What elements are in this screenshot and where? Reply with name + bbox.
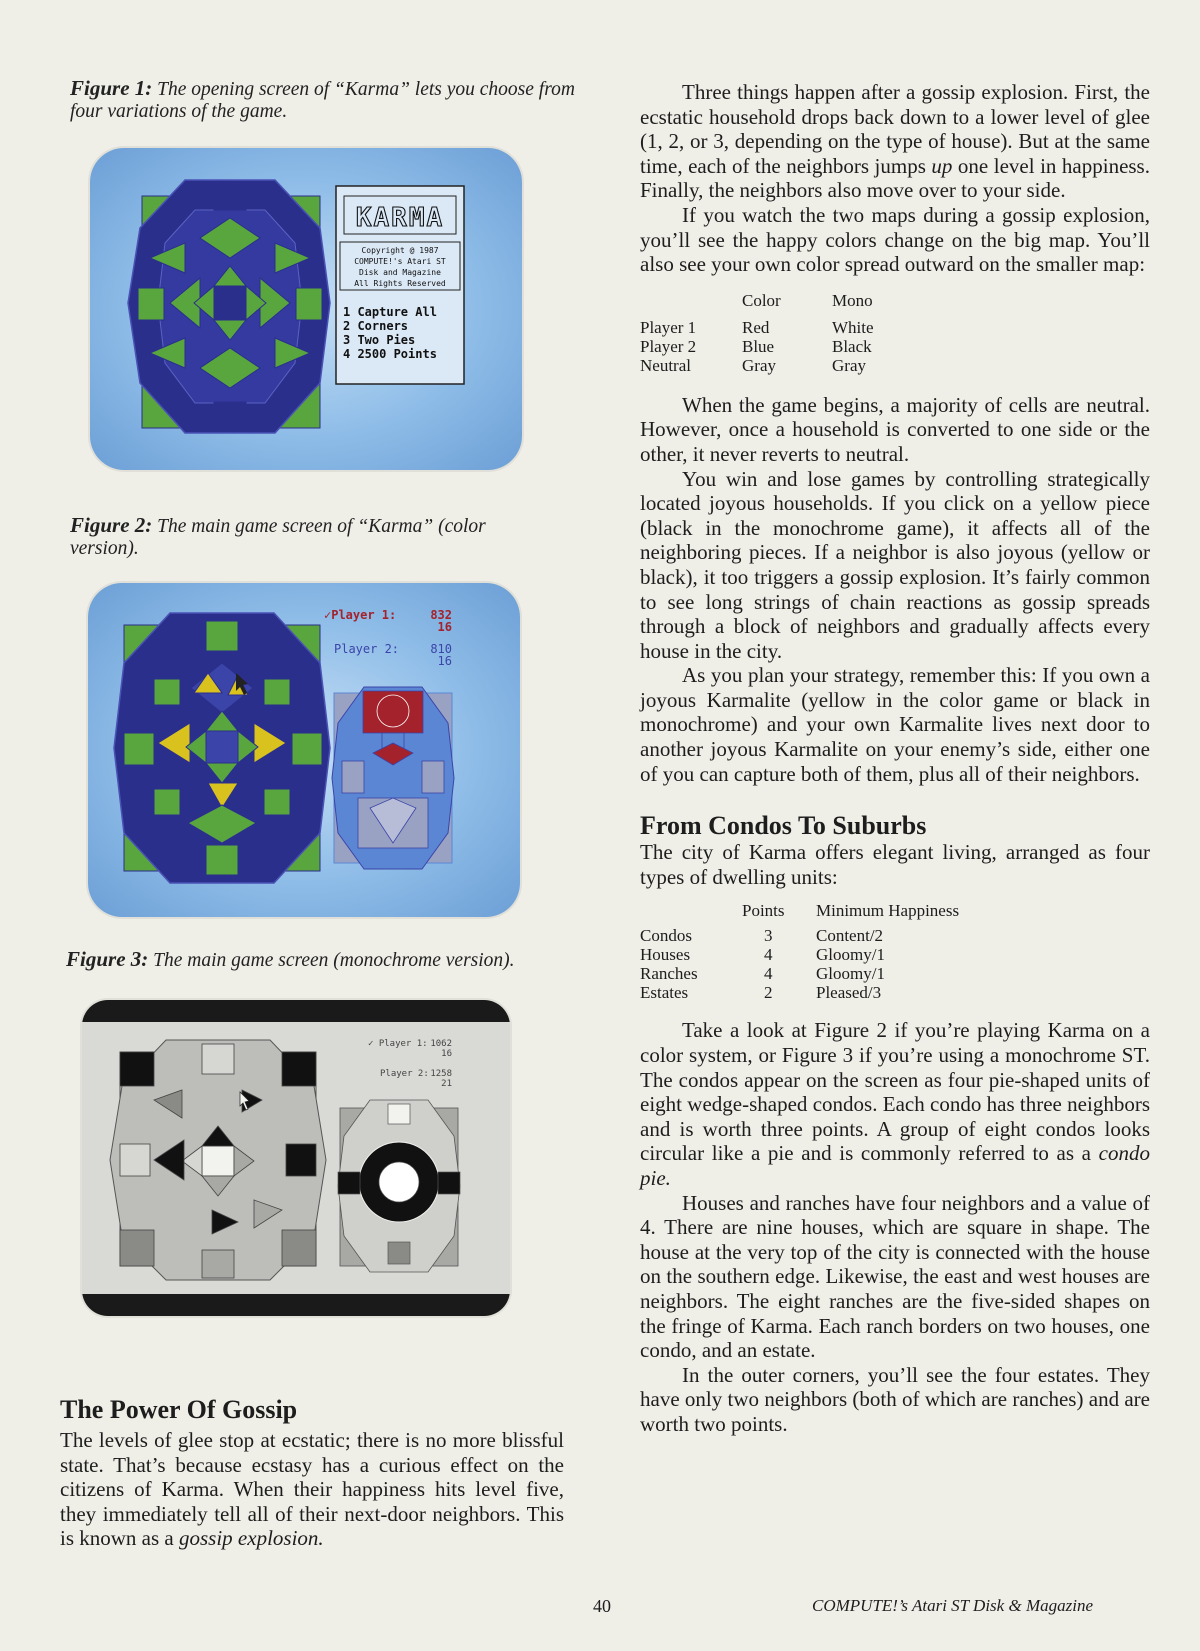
figure-1-text: The opening screen of “Karma” lets you choose from four variations of the game.	[70, 79, 575, 122]
right-paragraph-1	[640, 80, 1150, 203]
figure-3-label: Figure 3:	[66, 947, 149, 971]
figure-2-label: Figure 2:	[70, 513, 153, 537]
page-number: 40	[593, 1596, 611, 1616]
right-paragraph-7	[640, 1018, 1150, 1190]
table-header-cell: Points	[742, 901, 785, 921]
figure-1-label: Figure 1:	[70, 76, 153, 100]
right-paragraph-4: You win and lose games by controlling strategically located joyous households. If you click on a yellow piece (black in the monochrome game), it affects all of the neighboring pieces. If a neighbor is also joyous (yellow or black), it too triggers a gossip explosion. It’s fairly common to see long strings of chain reactions as gossip spreads through a block of neighbors and gradually affects every house in the city.	[640, 466, 1150, 663]
player-2-subscore: 16	[437, 654, 452, 668]
player-1-subscore: 16	[437, 620, 452, 634]
right-column	[640, 80, 1150, 1437]
mono-player-1-label: ✓ Player 1:	[368, 1039, 428, 1049]
table-cell: Red	[742, 317, 770, 337]
figure-2-map	[88, 583, 520, 917]
table-cell: 4	[764, 964, 773, 984]
table-header-cell: Mono	[832, 290, 873, 310]
mono-player-1-score: 1062	[430, 1039, 452, 1049]
gossip-emphasis: gossip explosion.	[179, 1526, 324, 1551]
copyright-line-4: All Rights Reserved	[354, 279, 446, 288]
dwelling-table	[640, 901, 959, 1002]
table-cell: Gloomy/1	[816, 964, 885, 984]
figure-1-map	[90, 148, 522, 470]
karma-logo: KARMA	[355, 203, 445, 233]
table-row	[640, 926, 959, 945]
table-cell: 4	[764, 945, 773, 965]
mono-player-2-label: Player 2:	[380, 1069, 429, 1079]
table-cell: Player 1	[640, 317, 697, 337]
magazine-footer: COMPUTE!’s Atari ST Disk & Magazine	[812, 1596, 1093, 1615]
right-paragraph-7-emphasis: condo pie.	[640, 1141, 1150, 1190]
gossip-paragraph	[60, 1428, 564, 1551]
menu-option-4[interactable]: 4 2500 Points	[343, 347, 437, 361]
table-header-cell	[640, 291, 742, 310]
table-row	[640, 318, 874, 337]
mono-player-2-score: 1258	[430, 1069, 452, 1079]
table-cell: Black	[832, 336, 872, 356]
table-cell: Condos	[640, 926, 692, 946]
menu-option-2[interactable]: 2 Corners	[343, 319, 409, 333]
figure-3-caption	[66, 948, 586, 972]
table-header-row	[640, 291, 874, 310]
player-1-label: ✓Player 1:	[324, 608, 397, 622]
table-cell: Gloomy/1	[816, 945, 885, 965]
mono-player-2-subscore: 21	[441, 1079, 452, 1089]
right-paragraph-8: Houses and ranches have four neighbors and a value of 4. There are nine houses, which are square in shape. The house at the very top of the city is connected with the house on the southern edge. Likewise, the east and west houses are neighbors. The eight ranches are the five-sided shapes on the fringe of Karma. Each ranch borders on two houses, one condo, and an estate.	[640, 1190, 1150, 1363]
right-paragraph-5: As you plan your strategy, remember this: If you own a joyous Karmalite (yellow in the color game or black in monochrome) and your own Karmalite lives next door to another joyous Karmalite on your enemy’s side, either one of you can capture both of them, plus all of their neighbors.	[640, 663, 1150, 786]
right-paragraph-6: The city of Karma offers elegant living, arranged as four types of dwelling units:	[640, 840, 1150, 889]
player-2-score: 810	[430, 642, 452, 656]
copyright-line-2: COMPUTE!'s Atari ST	[354, 257, 446, 266]
figure-3-map	[82, 1000, 510, 1316]
table-header-row	[640, 901, 959, 920]
table-row	[640, 356, 874, 375]
table-cell: Houses	[640, 945, 691, 965]
table-header-cell: Color	[742, 290, 781, 310]
table-cell: Ranches	[640, 964, 698, 984]
table-cell: Blue	[742, 336, 775, 356]
right-paragraph-1-emphasis: up	[931, 153, 953, 178]
right-paragraph-7-text: Take a look at Figure 2 if you’re playing Karma on a color system, or Figure 3 if you’re using a monochrome ST. The condos appear on the screen as four pie-shaped units of eight wedge-shaped condos. Each condo has three neighbors and is worth three points. A group of eight condos looks circular like a pie and is commonly referred to as a	[640, 1018, 1150, 1166]
figure-1-caption	[70, 77, 590, 123]
table-cell: Gray	[832, 355, 866, 375]
condos-heading: From Condos To Suburbs	[640, 811, 927, 841]
figure-3-screen	[82, 1000, 510, 1316]
table-row	[640, 945, 959, 964]
table-cell: Player 2	[640, 336, 697, 356]
table-cell: 3	[764, 926, 773, 946]
table-row	[640, 983, 959, 1002]
gossip-heading: The Power Of Gossip	[60, 1395, 298, 1424]
table-row	[640, 337, 874, 356]
table-cell: Pleased/3	[816, 983, 882, 1003]
table-header-cell	[640, 901, 742, 920]
player-2-label: Player 2:	[334, 642, 400, 656]
table-cell: 2	[764, 983, 773, 1003]
figure-2-text: The main game screen of “Karma” (color version).	[70, 516, 486, 559]
player-color-table	[640, 291, 874, 375]
table-header-cell: Minimum Happiness	[816, 901, 960, 921]
figure-2-caption	[70, 514, 530, 560]
gossip-text: The levels of glee stop at ecstatic; there is no more blissful state. That’s because ecstasy has a curious effect on the citizens of Karma. When their happiness hits level five, they immediately tell all of their next-door neighbors. This is known as a	[60, 1428, 564, 1551]
table-row	[640, 964, 959, 983]
player-1-score: 832	[430, 608, 452, 622]
right-paragraph-3: When the game begins, a majority of cells are neutral. However, once a household is converted to one side or the other, it never reverts to neutral.	[640, 392, 1150, 466]
table-cell: Content/2	[816, 926, 884, 946]
figure-1-screen	[90, 148, 522, 470]
table-cell: Gray	[742, 355, 776, 375]
right-paragraph-1-text: Three things happen after a gossip explosion. First, the ecstatic household drops back down to a lower level of glee (1, 2, or 3, depending on the type of house). But at the same time, each of the neighbors jumps	[640, 80, 1150, 178]
menu-option-3[interactable]: 3 Two Pies	[343, 333, 416, 347]
copyright-line-1: Copyright @ 1987	[361, 246, 439, 255]
copyright-line-3: Disk and Magazine	[359, 268, 441, 277]
menu-option-1[interactable]: 1 Capture All	[343, 305, 437, 319]
figure-3-text: The main game screen (monochrome version).	[153, 950, 515, 971]
table-cell: White	[832, 317, 874, 337]
right-paragraph-2: If you watch the two maps during a gossip explosion, you’ll see the happy colors change on the big map. You’ll also see your own color spread outward on the smaller map:	[640, 202, 1150, 277]
right-paragraph-1-end: one level in happiness. Finally, the neighbors also move over to your side.	[640, 153, 1150, 203]
figure-2-screen	[88, 583, 520, 917]
right-paragraph-9: In the outer corners, you’ll see the four estates. They have only two neighbors (both of which are ranches) and are worth two points.	[640, 1362, 1150, 1436]
table-cell: Neutral	[640, 355, 691, 375]
table-cell: Estates	[640, 983, 689, 1003]
mono-player-1-subscore: 16	[441, 1049, 452, 1059]
